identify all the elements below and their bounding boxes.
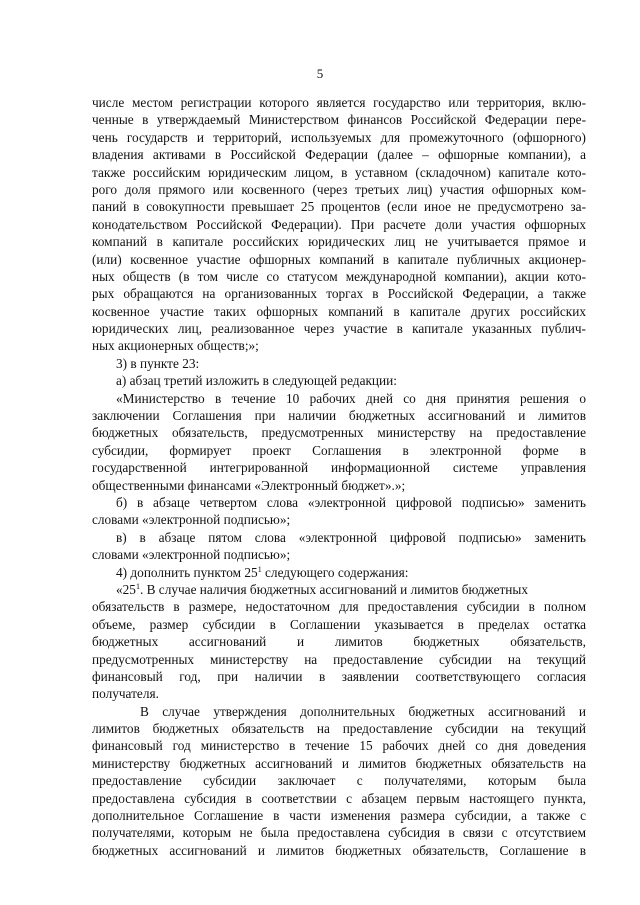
text-line: компаний в капитале российских юридических лиц не учитывается прямое и [92, 234, 586, 250]
superscript: 1 [257, 564, 262, 574]
text-line: общественными финансами «Электронный бюджет».»; [92, 477, 406, 493]
text-line: а) абзац третий изложить в следующей редакции: [116, 373, 397, 389]
text-line: рого доля прямого или косвенного (через третьих лиц) участия офшорных ком- [92, 181, 586, 197]
text-line: получателями, которым не была предоставлена субсидия в связи с отсутствием [92, 825, 586, 841]
text-line: рых обращаются на организованных торгах в Российской Федерации, а также [92, 286, 586, 302]
text-line: лимитов бюджетных обязательств на предоставление субсидии на текущий [92, 721, 586, 737]
text-line: ных акционерных обществ;»; [92, 338, 259, 354]
text-line: государственной интегрированной информационной системе управления [92, 460, 586, 476]
text-line: в) в абзаце пятом слова «электронной цифровой подписью» заменить [116, 529, 586, 545]
text-line: министерству бюджетных ассигнований и лимитов бюджетных обязательств на [92, 755, 586, 771]
text-line: числе местом регистрации которого является государство или территория, вклю- [92, 95, 586, 110]
text-line: субсидии, формирует проект Соглашения в электронной форме в [92, 442, 586, 458]
page-number: 5 [316, 66, 324, 81]
text-line: ченные в утверждаемый Министерством финансов Российской Федерации пере- [92, 112, 586, 128]
text-line: 4) дополнить пунктом $25^1$ следующего содержания: [116, 564, 409, 580]
text-line: бюджетных ассигнований и лимитов бюджетных обязательств, [92, 634, 586, 650]
text-line: (или) косвенное участие офшорных компаний в капитале публичных акционер- [92, 251, 586, 267]
text-line: также российским юридическим лицом, в уставном (складочном) капитале кото- [92, 164, 586, 180]
text-line: 3) в пункте 23: [116, 355, 200, 371]
text-line: словами «электронной подписью»; [92, 547, 291, 563]
text-line: косвенное участие таких офшорных компаний в капитале других российских [92, 303, 586, 319]
text-line: владения активами в Российской Федерации (далее – офшорные компании), а [92, 147, 586, 163]
text-line: словами «электронной подписью»; [92, 512, 291, 528]
text-line: объеме, размер субсидии в Соглашении указывается в пределах остатка [92, 616, 586, 632]
superscript: 1 [135, 581, 140, 591]
text-line: дополнительное Соглашение в части изменения размера субсидии, а также с [92, 808, 586, 824]
text-line: б) в абзаце четвертом слова «электронной цифровой подписью» заменить [116, 494, 586, 510]
text-line: юридических лиц, реализованное через участие в капитале указанных публич- [92, 321, 586, 337]
text-line: бюджетных обязательств, предусмотренных министерству на предоставление [92, 425, 586, 441]
text-line: предоставление субсидии заключает с получателями, которым была [92, 773, 586, 789]
text-line: чень государств и территорий, используемых для промежуточного (офшорного) [92, 129, 586, 145]
text-line: В случае утверждения дополнительных бюджетных ассигнований и [140, 703, 586, 719]
text-line: «$25^1$. В случае наличия бюджетных ассигнований и лимитов бюджетных [116, 581, 528, 597]
text-line: «Министерство в течение 10 рабочих дней со дня принятия решения о [116, 390, 586, 406]
text-line: паний в совокупности превышает 25 процентов (если иное не предусмотрено за- [92, 199, 586, 215]
text-line: получателя. [92, 686, 159, 702]
text-line: финансовый год министерство в течение 15 рабочих дней со дня доведения [92, 738, 586, 754]
text-line: финансовый год, при наличии в заявлении соответствующего согласия [92, 668, 586, 684]
text-line: обязательств в размере, недостаточном для предоставления субсидии в полном [92, 599, 586, 615]
text-line: предусмотренных министерству на предоставление субсидии на текущий [92, 651, 586, 667]
text-line: бюджетных ассигнований и лимитов бюджетных обязательств, Соглашение в [92, 842, 586, 858]
text-line: ных обществ (в том числе со статусом международной компании), акции кото- [92, 268, 586, 284]
text-line: конодательством Российской Федерации). При расчете доли участия офшорных [92, 216, 586, 232]
text-line: предоставлена субсидия в соответствии с абзацем первым настоящего пункта, [92, 790, 586, 806]
document-body [92, 94, 586, 859]
text-line: заключении Соглашения при наличии бюджетных ассигнований и лимитов [92, 408, 586, 424]
